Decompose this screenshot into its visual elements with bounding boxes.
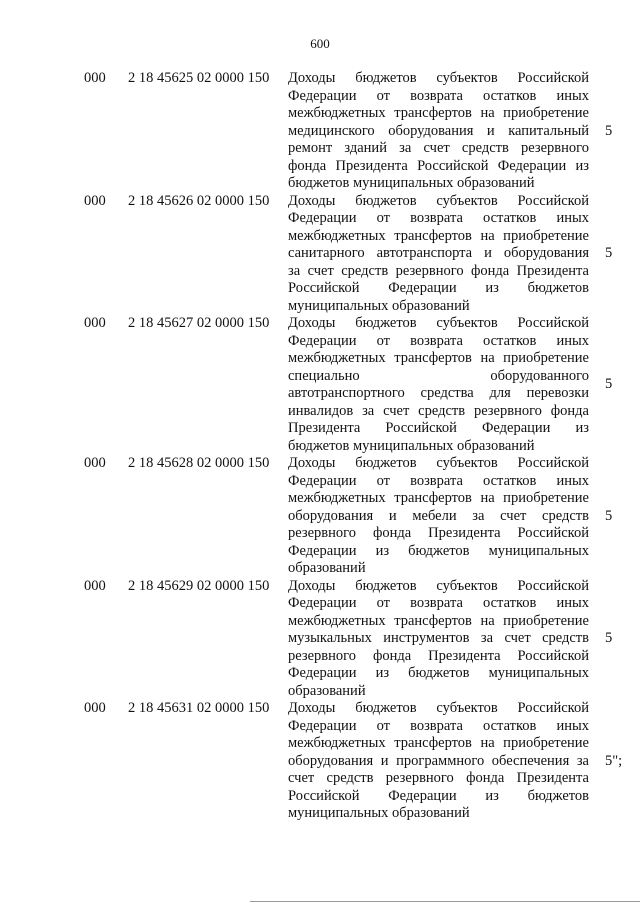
description-line: оборудования и мебели за счет средств — [288, 507, 589, 524]
table-row — [84, 70, 624, 193]
row-description — [288, 70, 589, 193]
budget-classification-code: 2 18 45625 02 0000 150 — [128, 70, 270, 86]
row-value: 5 — [605, 376, 613, 393]
description-line: Российской Федерации из бюджетов — [288, 787, 589, 804]
description-line: Доходы бюджетов субъектов Российской — [288, 455, 589, 471]
row-value: 5 — [605, 630, 613, 646]
description-line: межбюджетных трансфертов на приобретение — [288, 105, 589, 121]
description-line: оборудования и программного обеспечения за — [288, 752, 589, 769]
budget-classification-code: 2 18 45631 02 0000 150 — [128, 700, 270, 716]
description-line: инвалидов за счет средств резервного фонда — [288, 402, 589, 419]
budget-classification-code: 2 18 45629 02 0000 150 — [128, 577, 270, 594]
admin-code: 000 — [84, 455, 106, 471]
row-description — [288, 315, 589, 455]
description-line: Доходы бюджетов субъектов Российской — [288, 70, 589, 86]
description-line: Федерации от возврата остатков иных — [288, 87, 589, 104]
row-description — [288, 455, 589, 578]
description-line: Российской Федерации из бюджетов — [288, 280, 589, 296]
description-line: образований — [288, 560, 366, 576]
admin-code: 000 — [84, 577, 106, 594]
description-line: Доходы бюджетов субъектов Российской — [288, 315, 589, 331]
description-line: межбюджетных трансфертов на приобретение — [288, 735, 589, 751]
description-line: Федерации от возврата остатков иных — [288, 332, 589, 349]
description-line: Федерации из бюджетов муниципальных — [288, 542, 589, 559]
description-line: образований — [288, 682, 366, 699]
description-line: Федерации из бюджетов муниципальных — [288, 665, 589, 681]
description-line: фонда Президента Российской Федерации из — [288, 157, 589, 174]
description-line: межбюджетных трансфертов на приобретение — [288, 490, 589, 506]
description-line: автотранспортного средства для перевозки — [288, 385, 589, 401]
description-line: муниципальных образований — [288, 297, 470, 314]
description-line: за счет средств резервного фонда Президента — [288, 262, 589, 279]
description-line: межбюджетных трансфертов на приобретение — [288, 227, 589, 244]
description-line: Доходы бюджетов субъектов Российской — [288, 700, 589, 716]
table-row — [84, 700, 624, 823]
description-line: медицинского оборудования и капитальный — [288, 122, 589, 139]
description-line: муниципальных образований — [288, 805, 470, 821]
budget-classification-code: 2 18 45628 02 0000 150 — [128, 455, 270, 471]
admin-code: 000 — [84, 70, 106, 86]
description-line: Доходы бюджетов субъектов Российской — [288, 192, 589, 209]
description-line: Федерации от возврата остатков иных — [288, 210, 589, 226]
description-line: резервного фонда Президента Российской — [288, 647, 589, 664]
row-description — [288, 193, 589, 316]
description-line: музыкальных инструментов за счет средств — [288, 630, 589, 646]
row-value: 5 — [605, 245, 613, 261]
row-value: 5 — [605, 507, 613, 524]
row-value: 5"; — [605, 752, 623, 769]
description-line: бюджетов муниципальных образований — [288, 437, 535, 454]
description-line: санитарного автотранспорта и оборудования — [288, 245, 589, 261]
row-description — [288, 700, 589, 823]
description-line: резервного фонда Президента Российской — [288, 525, 589, 541]
admin-code: 000 — [84, 315, 106, 331]
table-row — [84, 455, 624, 578]
table-row — [84, 578, 624, 701]
table-row — [84, 193, 624, 316]
budget-classification-code: 2 18 45626 02 0000 150 — [128, 192, 270, 209]
scan-edge-divider — [250, 901, 640, 902]
row-value: 5 — [605, 122, 613, 139]
table-row — [84, 315, 624, 455]
description-line: Федерации от возврата остатков иных — [288, 472, 589, 489]
admin-code: 000 — [84, 700, 106, 716]
description-line: Президента Российской Федерации из — [288, 420, 589, 436]
description-line: ремонт зданий за счет средств резервного — [288, 140, 589, 156]
description-line: межбюджетных трансфертов на приобретение — [288, 612, 589, 629]
description-line: бюджетов муниципальных образований — [288, 175, 535, 191]
description-line: Федерации от возврата остатков иных — [288, 717, 589, 734]
description-line: межбюджетных трансфертов на приобретение — [288, 350, 589, 366]
row-description — [288, 578, 589, 701]
description-line: Федерации от возврата остатков иных — [288, 595, 589, 611]
budget-classification-code: 2 18 45627 02 0000 150 — [128, 315, 270, 331]
description-line: Доходы бюджетов субъектов Российской — [288, 577, 589, 594]
income-codes-table — [84, 70, 624, 823]
admin-code: 000 — [84, 192, 106, 209]
description-line: специально оборудованного — [288, 367, 589, 384]
description-line: счет средств резервного фонда Президента — [288, 770, 589, 786]
page-number: 600 — [310, 36, 330, 51]
